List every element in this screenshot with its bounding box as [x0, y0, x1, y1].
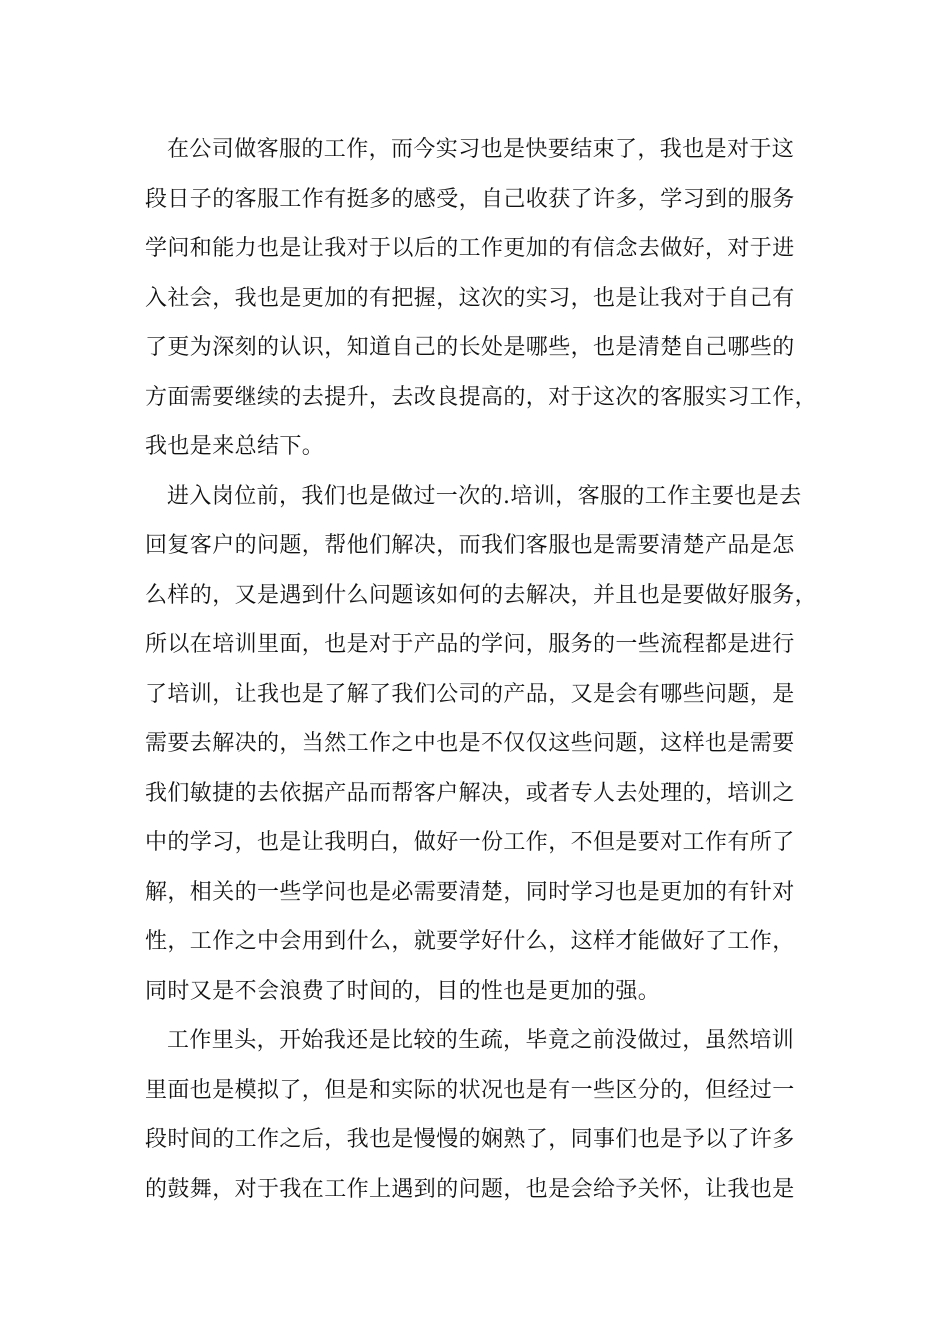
text-line: 段时间的工作之后，我也是慢慢的娴熟了，同事们也是予以了许多 — [145, 1127, 795, 1152]
text-line: 中的学习，也是让我明白，做好一份工作，不但是要对工作有所了 — [145, 830, 795, 855]
paragraph-1 — [145, 128, 818, 475]
text-line: 了培训，让我也是了解了我们公司的产品，又是会有哪些问题，是 — [145, 681, 795, 707]
text-line: 的鼓舞，对于我在工作上遇到的问题，也是会给予关怀，让我也是 — [145, 1176, 795, 1202]
text-line: 段日子的客服工作有挺多的感受，自己收获了许多，学习到的服务 — [145, 186, 795, 212]
text-line: 里面也是模拟了，但是和实际的状况也是有一些区分的，但经过一 — [145, 1077, 795, 1103]
text-line: 么样的，又是遇到什么问题该如何的去解决，并且也是要做好服务， — [145, 582, 818, 608]
document-body — [145, 128, 818, 1217]
text-line: 回复客户的问题，帮他们解决，而我们客服也是需要清楚产品是怎 — [145, 533, 795, 558]
text-line: 进入岗位前，我们也是做过一次的.培训，客服的工作主要也是去 — [167, 483, 802, 509]
text-line: 学问和能力也是让我对于以后的工作更加的有信念去做好，对于进 — [145, 236, 795, 261]
text-line: 工作里头，开始我还是比较的生疏，毕竟之前没做过，虽然培训 — [167, 1028, 795, 1053]
text-line: 我们敏捷的去依据产品而帮客户解决，或者专人去处理的，培训之 — [145, 780, 795, 806]
text-line: 方面需要继续的去提升，去改良提高的，对于这次的客服实习工作， — [145, 384, 818, 410]
paragraph-3 — [145, 1019, 813, 1217]
text-line: 了更为深刻的认识，知道自己的长处是哪些，也是清楚自己哪些的 — [145, 335, 795, 360]
paragraph-2 — [145, 475, 818, 1020]
text-line: 所以在培训里面，也是对于产品的学问，服务的一些流程都是进行 — [145, 632, 795, 657]
text-line: 同时又是不会浪费了时间的，目的性也是更加的强。 — [145, 978, 661, 1004]
text-line: 解，相关的一些学问也是必需要清楚，同时学习也是更加的有针对 — [145, 879, 795, 905]
text-line: 性，工作之中会用到什么，就要学好什么，这样才能做好了工作， — [145, 929, 795, 954]
text-line: 入社会，我也是更加的有把握，这次的实习，也是让我对于自己有 — [145, 285, 795, 311]
text-line: 在公司做客服的工作，而今实习也是快要结束了，我也是对于这 — [167, 137, 795, 162]
text-line: 我也是来总结下。 — [145, 434, 325, 459]
text-line: 需要去解决的，当然工作之中也是不仅仅这些问题，这样也是需要 — [145, 731, 795, 756]
